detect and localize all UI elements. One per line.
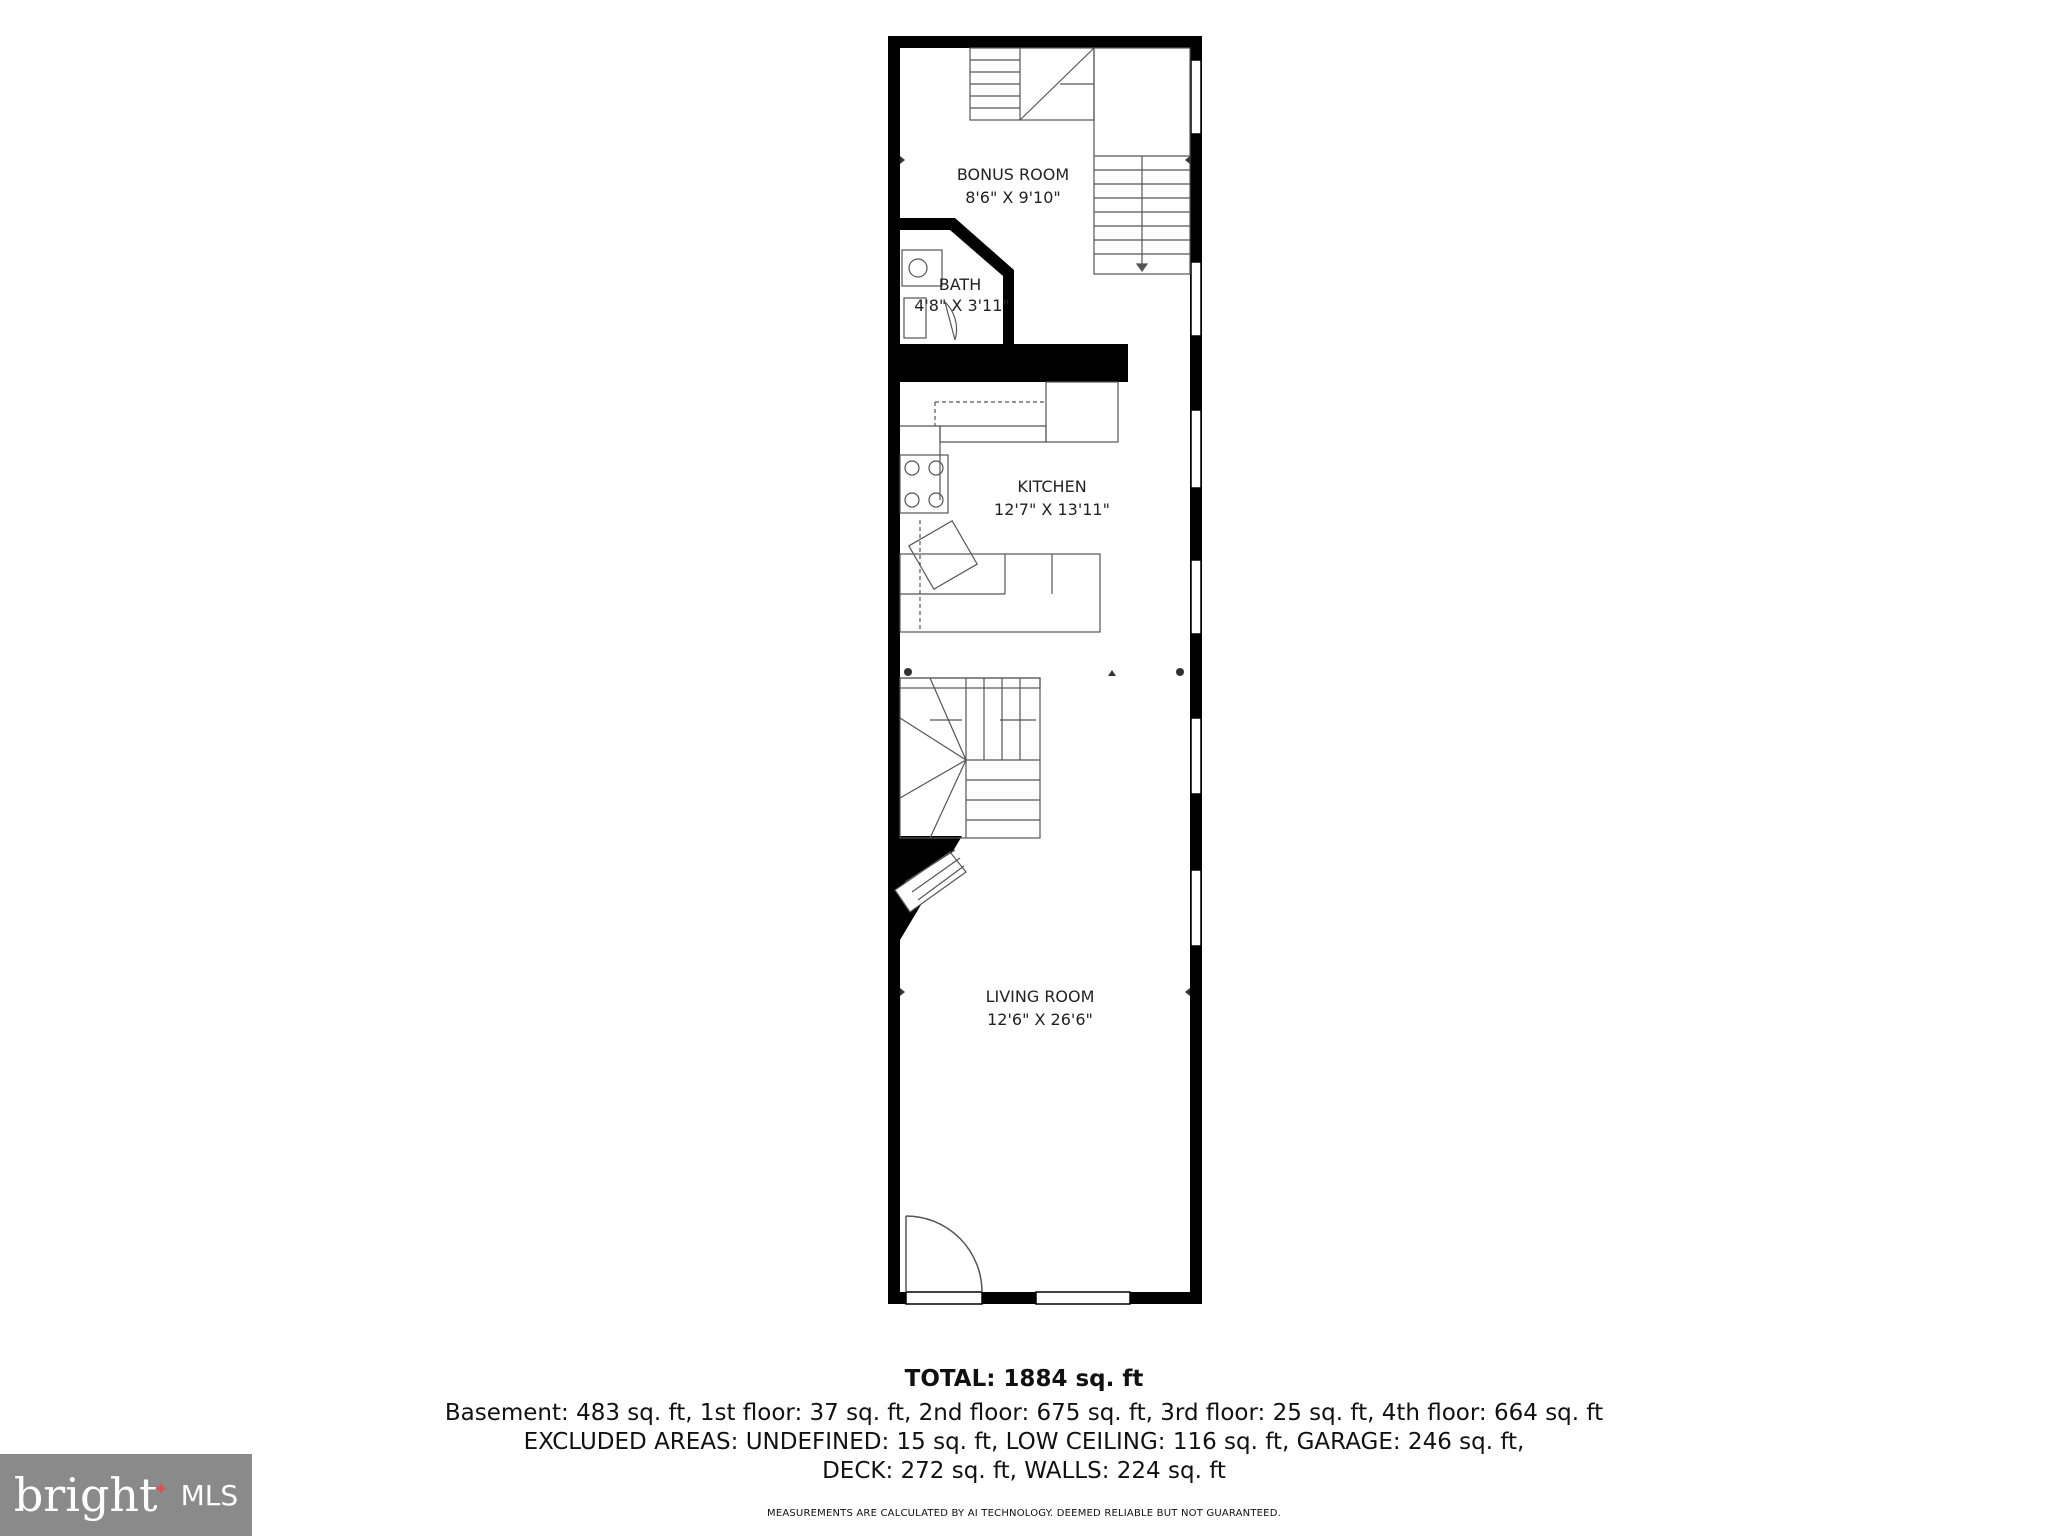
room-label-kitchen: [994, 477, 1110, 519]
excluded-areas-line-1: EXCLUDED AREAS: UNDEFINED: 15 sq. ft, LOW CEILING: 116 sq. ft, GARAGE: 246 sq. ft,: [523, 1429, 1525, 1455]
window: [1191, 560, 1201, 634]
window: [1191, 60, 1201, 134]
room-label-bonus: [957, 165, 1069, 207]
room-dimensions: 8'6" X 9'10": [965, 188, 1061, 207]
wall-divider: [888, 344, 1128, 382]
room-dimensions: 12'7" X 13'11": [994, 500, 1110, 519]
room-dimensions: 12'6" X 26'6": [987, 1010, 1093, 1029]
wall-bottom-mid: [982, 1292, 1036, 1304]
room-name: BONUS ROOM: [956, 165, 1070, 184]
bright-mls-logo: [0, 1454, 252, 1536]
window: [1036, 1292, 1130, 1304]
window: [1191, 262, 1201, 336]
spark-icon: ✦: [153, 1478, 169, 1500]
wall-top: [888, 36, 1202, 48]
window: [1191, 870, 1201, 946]
wall-left: [888, 36, 900, 1304]
window: [1191, 410, 1201, 488]
excluded-areas-line-2: DECK: 272 sq. ft, WALLS: 224 sq. ft: [822, 1458, 1226, 1484]
total-area: TOTAL: 1884 sq. ft: [904, 1366, 1144, 1392]
room-name: LIVING ROOM: [985, 987, 1095, 1006]
door-threshold: [906, 1292, 982, 1304]
entry-door: [906, 1216, 982, 1292]
room-name: KITCHEN: [1017, 477, 1087, 496]
room-name: BATH: [938, 275, 982, 294]
logo-wordmark: bright✦: [13, 1468, 169, 1522]
wall-bottom-left: [888, 1292, 906, 1304]
floor-areas: Basement: 483 sq. ft, 1st floor: 37 sq. ft, 2nd floor: 675 sq. ft, 3rd floor: 25 sq. ft, 4th floor: 664 sq. ft: [444, 1400, 1604, 1426]
logo-mls: MLS: [180, 1478, 239, 1512]
stairs-upper: [970, 48, 1190, 274]
windows: [906, 60, 1201, 1304]
disclaimer: MEASUREMENTS ARE CALCULATED BY AI TECHNOLOGY. DEEMED RELIABLE BUT NOT GUARANTEED.: [767, 1508, 1281, 1519]
wall-bottom-right: [1130, 1292, 1202, 1304]
stairs-main: [895, 678, 1040, 912]
room-label-bath: [914, 275, 1010, 315]
bath-fixtures: [902, 250, 957, 340]
window: [1191, 718, 1201, 794]
wall-right: [1190, 36, 1202, 1304]
room-dimensions: 4'8" X 3'11": [914, 296, 1010, 315]
room-label-living: [986, 987, 1095, 1029]
